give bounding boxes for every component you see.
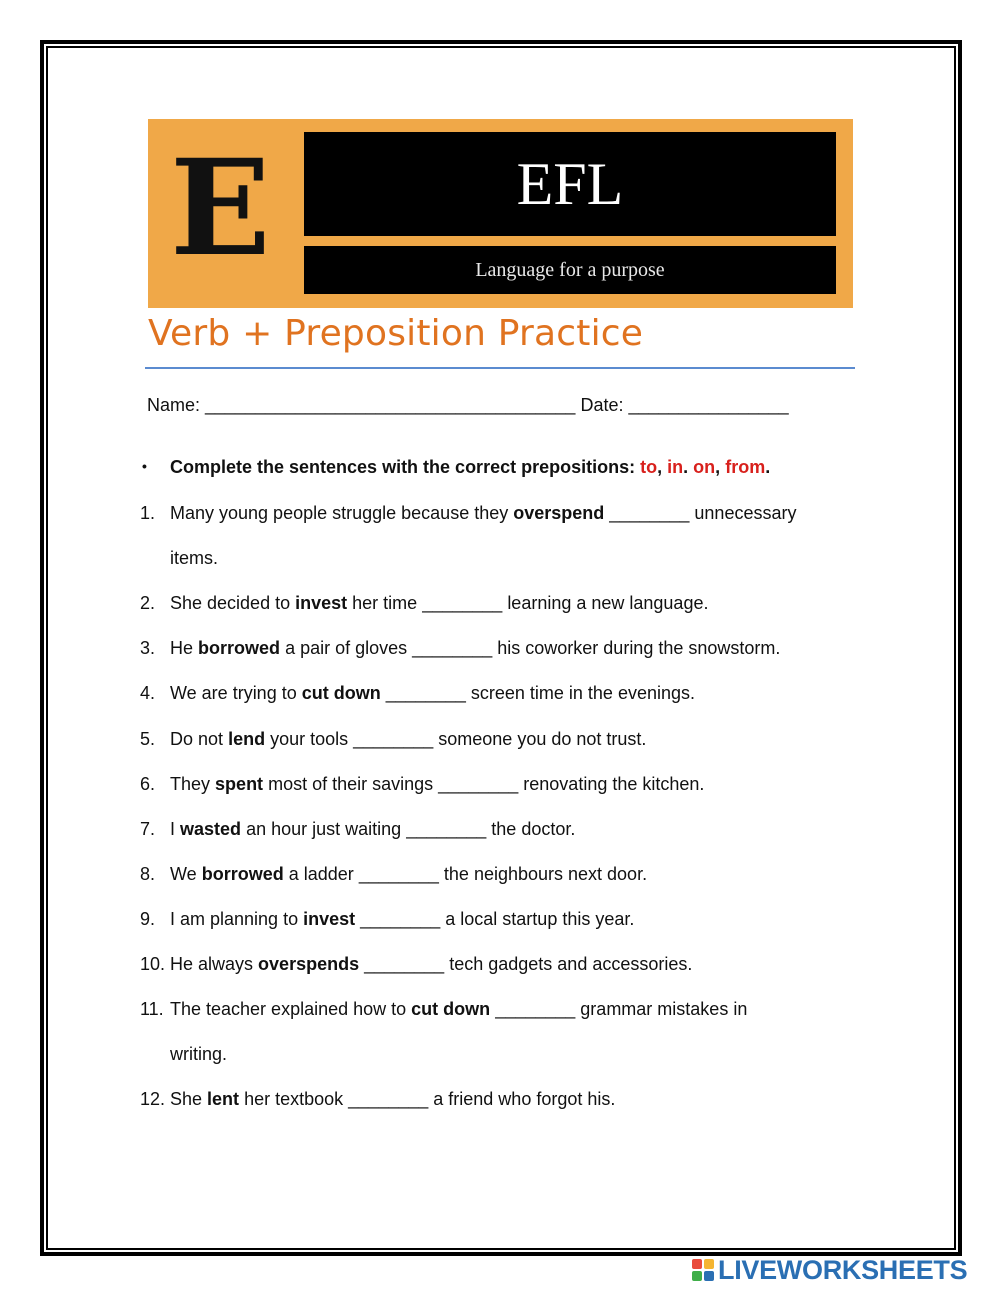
banner-title: EFL xyxy=(304,132,836,236)
question-tail: the doctor. xyxy=(491,819,576,839)
question-number: 6. xyxy=(140,774,156,794)
answer-blank[interactable]: ________ xyxy=(422,593,503,613)
logo-square xyxy=(704,1271,714,1281)
instructions xyxy=(142,457,770,478)
bullet-icon: • xyxy=(142,458,147,474)
preposition-option: on xyxy=(693,457,716,477)
question-lead: He xyxy=(170,638,194,658)
question-middle: her time xyxy=(352,593,418,613)
answer-blank[interactable]: ________ xyxy=(438,774,519,794)
question-text xyxy=(170,954,692,975)
question-lead: She decided to xyxy=(170,593,291,613)
question-tail: the neighbours next door. xyxy=(443,864,648,884)
question-text xyxy=(170,999,747,1020)
answer-blank[interactable]: ________ xyxy=(406,819,487,839)
answer-blank[interactable]: ________ xyxy=(385,683,466,703)
question-text xyxy=(170,909,634,930)
answer-blank[interactable]: ________ xyxy=(360,909,441,929)
target-verb: overspends xyxy=(258,954,360,974)
question-text xyxy=(170,774,704,795)
question-number: 10. xyxy=(140,954,166,974)
question-text xyxy=(170,864,647,885)
preposition-option: to xyxy=(640,457,658,477)
question-lead: Do not xyxy=(170,729,224,749)
liveworksheets-icon xyxy=(692,1259,714,1281)
preposition-option: from xyxy=(725,457,766,477)
worksheet-title: Verb + Preposition Practice xyxy=(148,313,644,354)
answer-blank[interactable]: ________ xyxy=(495,999,576,1019)
question-text xyxy=(170,503,796,524)
liveworksheets-logo xyxy=(692,1255,967,1285)
question-lead: We xyxy=(170,864,197,884)
instructions-text: Complete the sentences with the correct prepositions: xyxy=(170,457,636,477)
question-continuation: items. xyxy=(170,548,219,568)
question-text xyxy=(170,593,708,614)
question-number: 3. xyxy=(140,638,156,658)
answer-blank[interactable]: ________ xyxy=(353,729,434,749)
answer-blank[interactable]: ________ xyxy=(609,503,690,523)
date-blank[interactable]: ________________ xyxy=(628,395,789,415)
question-number: 12. xyxy=(140,1089,166,1109)
question-lead: I am planning to xyxy=(170,909,299,929)
question-middle: a ladder xyxy=(288,864,354,884)
question-middle: most of their savings xyxy=(268,774,434,794)
answer-blank[interactable]: ________ xyxy=(412,638,493,658)
banner-tagline: Language for a purpose xyxy=(304,246,836,294)
separator: . xyxy=(683,457,689,477)
question-tail: a local startup this year. xyxy=(445,909,635,929)
question-tail: renovating the kitchen. xyxy=(523,774,705,794)
question-number: 2. xyxy=(140,593,156,613)
question-tail: screen time in the evenings. xyxy=(470,683,695,703)
name-label: Name: xyxy=(147,395,201,415)
question-middle: a pair of gloves xyxy=(285,638,408,658)
question-middle: an hour just waiting xyxy=(246,819,402,839)
question-text xyxy=(170,819,575,840)
liveworksheets-wordmark: LIVEWORKSHEETS xyxy=(718,1254,968,1285)
question-number: 7. xyxy=(140,819,156,839)
question-lead: He always xyxy=(170,954,254,974)
question-lead: They xyxy=(170,774,211,794)
target-verb: lend xyxy=(228,729,266,749)
question-text xyxy=(170,638,780,659)
logo-square xyxy=(692,1259,702,1269)
question-tail: tech gadgets and accessories. xyxy=(449,954,693,974)
separator: , xyxy=(657,457,663,477)
question-text xyxy=(170,1089,615,1110)
question-text xyxy=(170,729,646,750)
question-tail: unnecessary xyxy=(694,503,797,523)
question-number: 1. xyxy=(140,503,156,523)
question-lead: She xyxy=(170,1089,203,1109)
logo-square xyxy=(704,1259,714,1269)
target-verb: borrowed xyxy=(198,638,281,658)
date-label: Date: xyxy=(580,395,624,415)
question-continuation: writing. xyxy=(170,1044,228,1064)
answer-blank[interactable]: ________ xyxy=(348,1089,429,1109)
question-lead: We are trying to xyxy=(170,683,297,703)
answer-blank[interactable]: ________ xyxy=(358,864,439,884)
question-tail: grammar mistakes in xyxy=(580,999,748,1019)
target-verb: cut down xyxy=(301,683,381,703)
banner-logo-letter: E xyxy=(170,131,271,286)
efl-banner xyxy=(148,119,853,308)
question-number: 4. xyxy=(140,683,156,703)
question-middle: her textbook xyxy=(244,1089,344,1109)
question-number: 11. xyxy=(140,999,164,1019)
target-verb: cut down xyxy=(411,999,491,1019)
separator: . xyxy=(765,457,771,477)
target-verb: invest xyxy=(303,909,356,929)
question-lead: Many young people struggle because they xyxy=(170,503,509,523)
question-middle: your tools xyxy=(270,729,349,749)
separator: , xyxy=(715,457,721,477)
question-tail: a friend who forgot his. xyxy=(433,1089,616,1109)
target-verb: spent xyxy=(215,774,264,794)
question-text xyxy=(170,683,695,704)
target-verb: invest xyxy=(295,593,348,613)
target-verb: lent xyxy=(207,1089,240,1109)
question-number: 8. xyxy=(140,864,156,884)
title-divider xyxy=(145,367,855,369)
answer-blank[interactable]: ________ xyxy=(364,954,445,974)
question-lead: The teacher explained how to xyxy=(170,999,407,1019)
question-tail: learning a new language. xyxy=(507,593,709,613)
question-tail: his coworker during the snowstorm. xyxy=(497,638,781,658)
name-date-line xyxy=(147,395,789,416)
preposition-option: in xyxy=(667,457,684,477)
target-verb: wasted xyxy=(180,819,242,839)
logo-square xyxy=(692,1271,702,1281)
name-blank[interactable]: _____________________________________ xyxy=(205,395,576,415)
question-tail: someone you do not trust. xyxy=(438,729,647,749)
target-verb: borrowed xyxy=(201,864,284,884)
target-verb: overspend xyxy=(513,503,605,523)
question-lead: I xyxy=(170,819,176,839)
question-number: 5. xyxy=(140,729,156,749)
question-number: 9. xyxy=(140,909,156,929)
